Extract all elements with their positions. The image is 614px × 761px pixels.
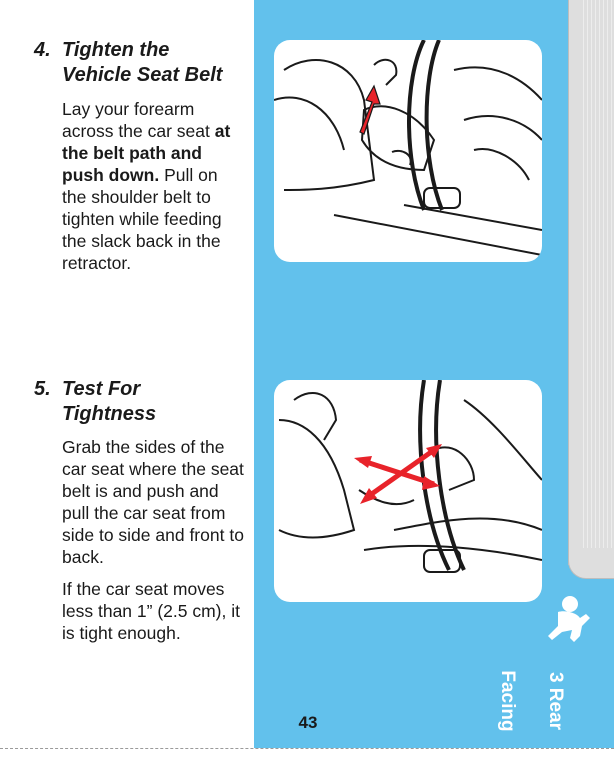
step-5-heading: [34, 377, 244, 427]
section-tab-line1: 3 Rear: [545, 671, 566, 731]
test-tightness-drawing: [274, 380, 542, 602]
step-5-body: [62, 436, 244, 654]
step-4-body-bold: at the belt path and push down.: [62, 121, 231, 185]
section-tab-label: [497, 641, 595, 761]
step-4-body-pre: Lay your forearm across the car seat: [62, 99, 215, 141]
step-4-body: [62, 98, 244, 284]
step-4-number: 4.: [34, 39, 51, 61]
step-5-illustration: [274, 380, 542, 602]
page-number: 43: [298, 713, 318, 732]
cross-arrows-icon: [354, 444, 442, 504]
step-4-title-line2: Vehicle Seat Belt: [62, 64, 223, 86]
baby-icon: [540, 592, 596, 648]
step-5-title-line1: Test For: [62, 378, 141, 400]
step-5-paragraph-2: If the car seat moves less than 1” (2.5 cm), it is tight enough.: [62, 579, 240, 643]
step-5-title-line2: Tightness: [62, 403, 157, 425]
section-tab-cap: [568, 548, 614, 579]
step-5-number: 5.: [34, 378, 51, 400]
step-5-paragraph-1: Grab the sides of the car seat where the seat belt is and push and pull the car seat from side to side and front to back.: [62, 437, 244, 567]
step-4-illustration: [274, 40, 542, 262]
cut-line: [0, 748, 614, 749]
tighten-belt-drawing: [274, 40, 542, 262]
step-4-title-line1: Tighten the: [62, 39, 170, 61]
section-tab-strip: [568, 0, 614, 565]
step-4-heading: [34, 38, 244, 88]
section-tab-line2: Facing: [497, 670, 518, 732]
step-4-body-post: Pull on the shoulder belt to tighten while feeding the slack back in the retractor.: [62, 165, 222, 273]
